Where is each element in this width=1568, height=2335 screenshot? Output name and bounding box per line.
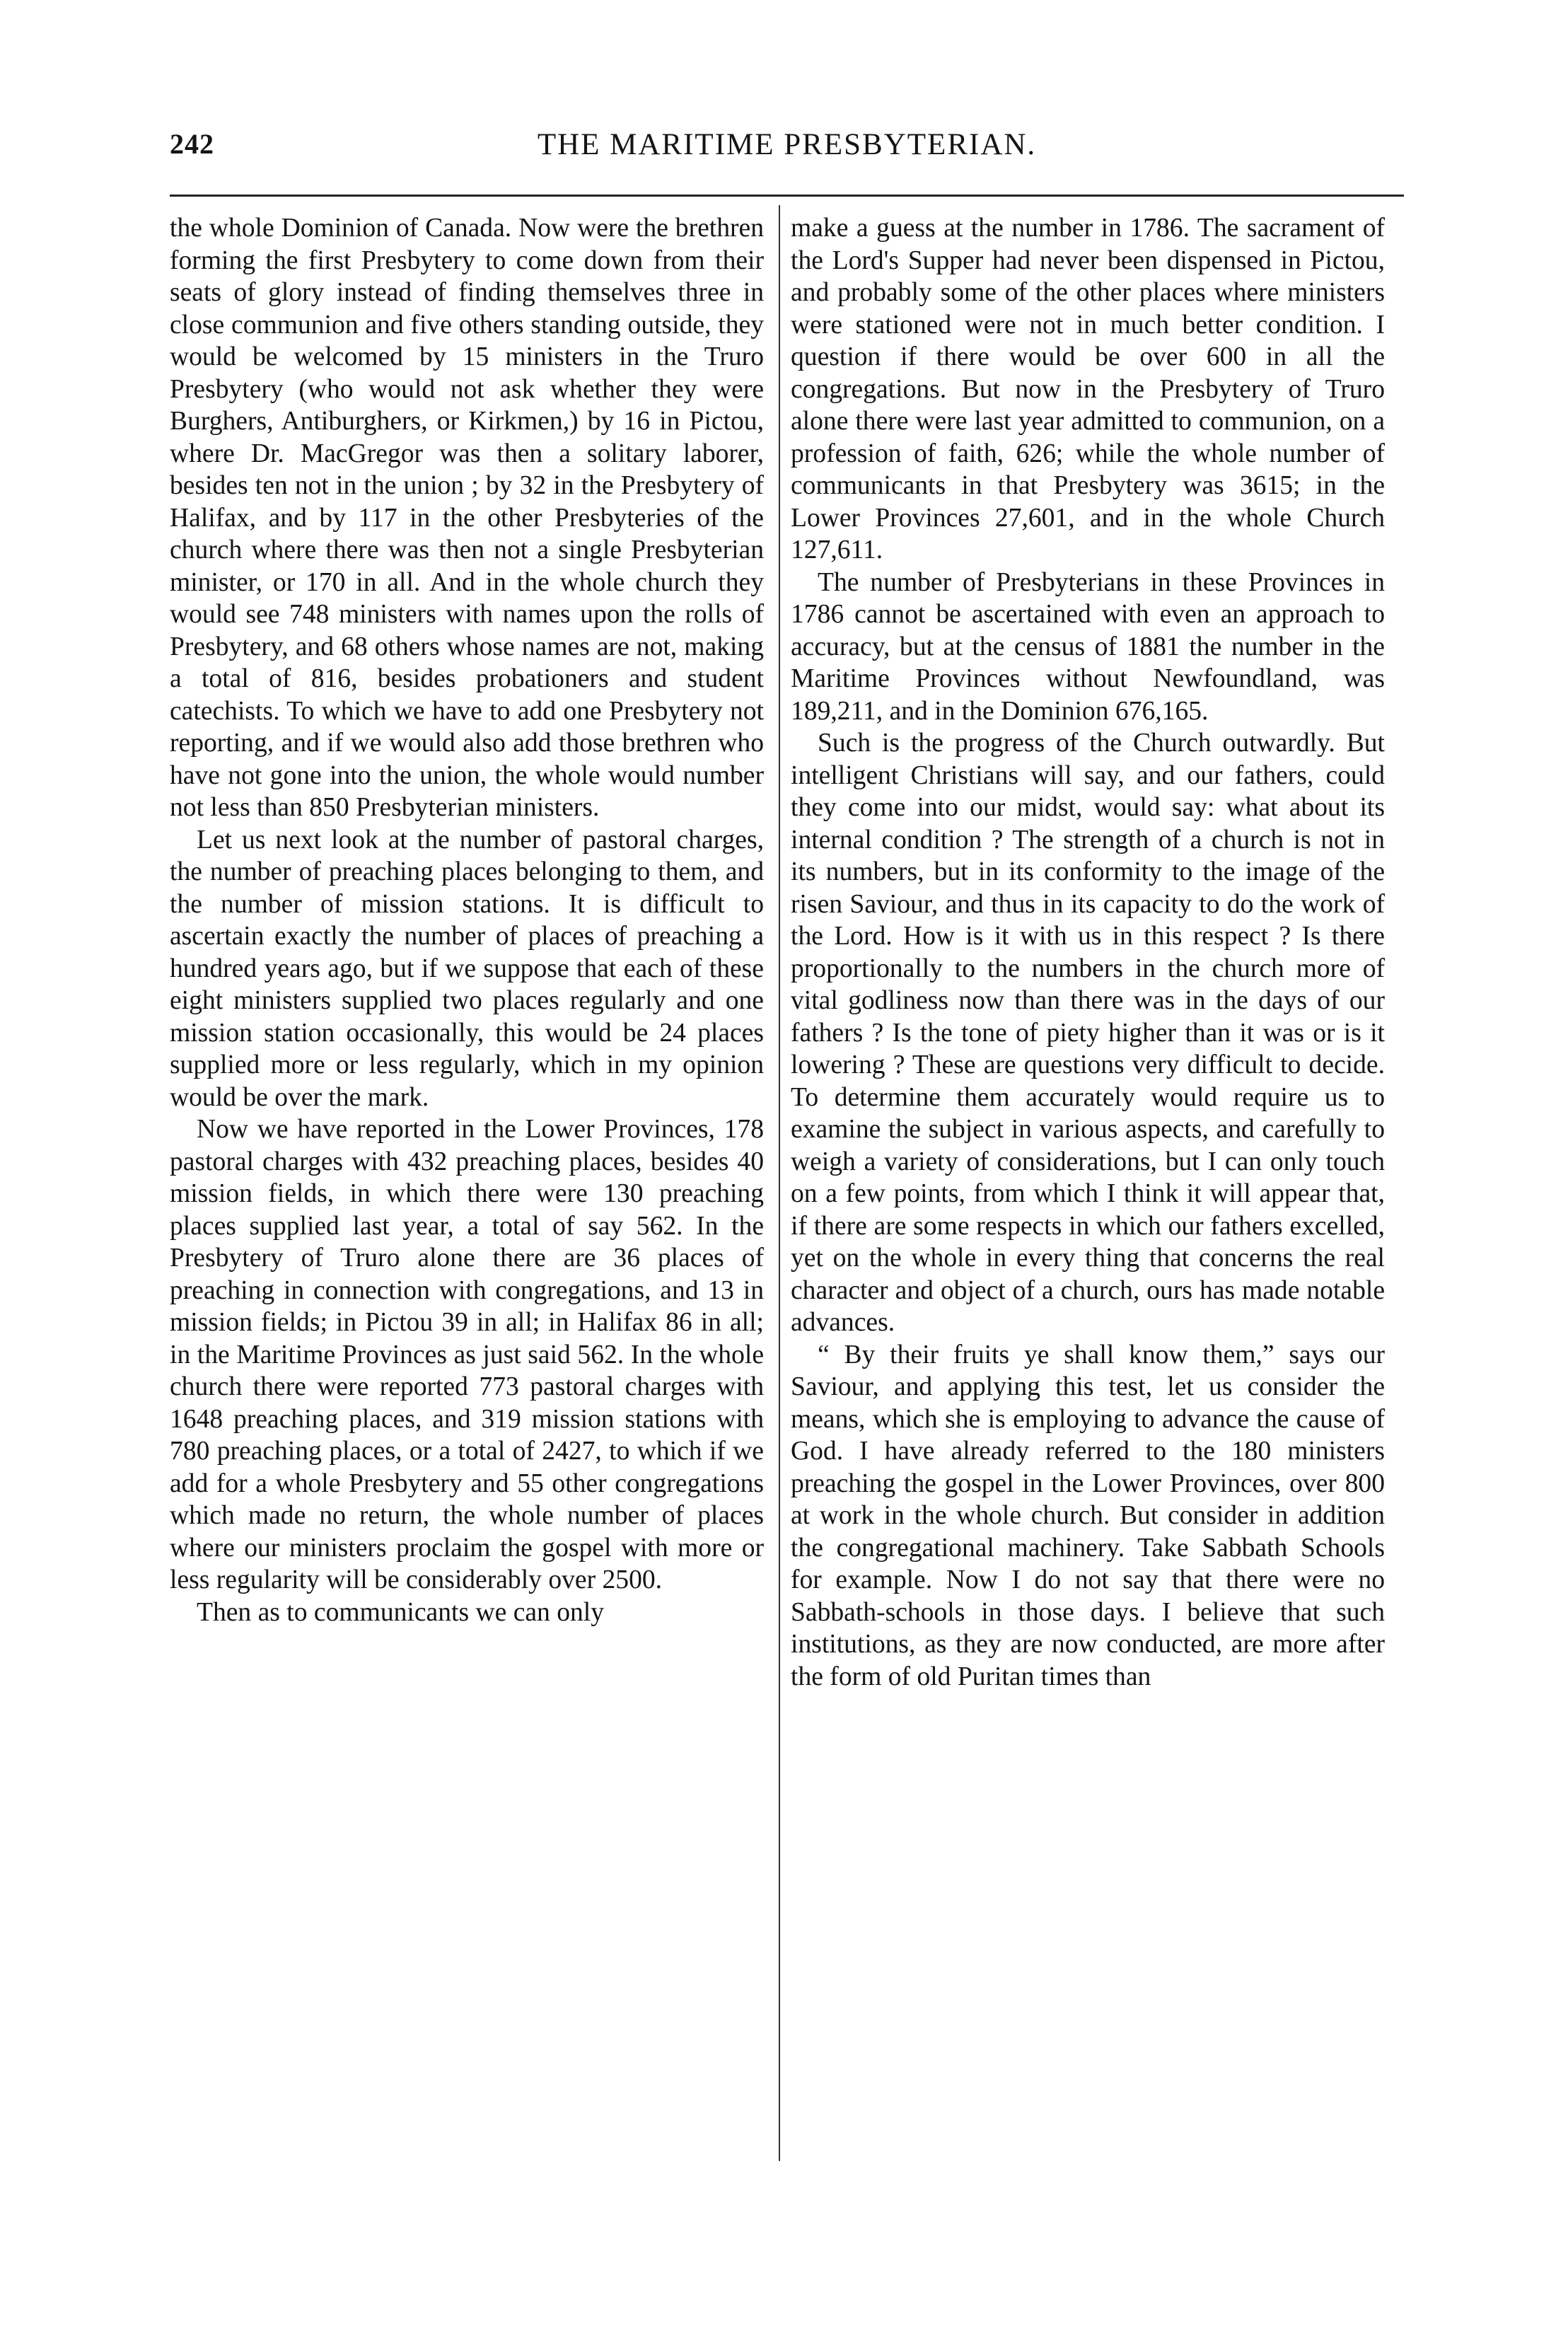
page-header [170, 127, 1404, 177]
paragraph: make a guess at the number in 1786. The sacrament of the Lord's Supper had never been dispensed in Pictou, and probably some of the other places where ministers were stationed were not in much better condition. I question if there would be over 600 in all the congregations. But now in the Presbytery of Truro alone there were last year admitted to communion, on a profession of faith, 626; while the whole number of communicants in that Presbytery was 3615; in the Lower Provinces 27,601, and in the whole Church 127,611. [791, 214, 1385, 564]
header-rule [170, 195, 1404, 197]
right-column [791, 212, 1385, 1693]
paragraph: “ By their fruits ye shall know them,” says our Saviour, and applying this test, let us consider the means, which she is employing to advance the cause of God. I have already referred to the 180 ministers preaching the gospel in the Lower Provinces, over 800 at work in the whole church. But consider in addition the congregational machinery. Take Sabbath Schools for example. Now I do not say that there were no Sabbath-schools in those days. I believe that such institutions, as they are now conducted, are more after the form of old Puritan times than [791, 1340, 1385, 1691]
left-column [170, 212, 764, 1628]
page-number: 242 [170, 128, 214, 160]
paragraph: Then as to communicants we can only [197, 1597, 605, 1627]
paragraph: The number of Presbyterians in these Provinces in 1786 cannot be ascertained with even an approach to accuracy, but at the census of 1881 the number in the Maritime Provinces without Newfoundland, was 189,211, and in the Dominion 676,165. [791, 567, 1385, 726]
paragraph: Now we have reported in the Lower Provinces, 178 pastoral charges with 432 preaching places, besides 40 mission fields, in which there were 130 preaching places supplied last year, a total of say 562. In the Presbytery of Truro alone there are 36 places of preaching in connection with congregations, and 13 in mission fields; in Pictou 39 in all; in Halifax 86 in all; in the Maritime Provinces as just said 562. In the whole church there were reported 773 pastoral charges with 1648 preaching places, and 319 mission stations with 780 preaching places, or a total of 2427, to which if we add for a whole Presbytery and 55 other congregations which made no return, the whole number of places where our ministers proclaim the gospel with more or less regularity will be considerably over 2500. [170, 1115, 764, 1594]
column-divider [779, 205, 780, 2161]
paragraph: the whole Dominion of Canada. Now were the brethren forming the first Presbytery to come down from their seats of glory instead of finding themselves three in close communion and five others standing outside, they would be welcomed by 15 ministers in the Truro Presbytery (who would not ask whether they were Burghers, Antiburghers, or Kirkmen,) by 16 in Pictou, where Dr. MacGregor was then a solitary laborer, besides ten not in the union ; by 32 in the Presbytery of Halifax, and by 117 in the other Presbyteries of the church where there was then not a single Presbyterian minister, or 170 in all. And in the whole church they would see 748 ministers with names upon the rolls of Presbytery, and 68 others whose names are not, making a total of 816, besides probationers and student catechists. To which we have to add one Presbytery not reporting, and if we would also add those brethren who have not gone into the union, the whole would number not less than 850 Presbyterian ministers. [170, 214, 764, 822]
running-title: THE MARITIME PRESBYTERIAN. [537, 128, 1037, 161]
paragraph: Let us next look at the number of pastoral charges, the number of preaching places belonging to them, and the number of mission stations. It is difficult to ascertain exactly the number of places of preaching a hundred years ago, but if we suppose that each of these eight ministers supplied two places regularly and one mission station occasionally, this would be 24 places supplied more or less regularly, which in my opinion would be over the mark. [170, 825, 764, 1112]
paragraph: Such is the progress of the Church outwardly. But intelligent Christians will say, and our fathers, could they come into our midst, would say: what about its internal condition ? The strength of a church is not in its numbers, but in its conformity to the image of the risen Saviour, and thus in its capacity to do the work of the Lord. How is it with us in this respect ? Is there proportionally to the numbers in the church more of vital godliness now than there was in the days of our fathers ? Is the tone of piety higher than it was or is it lowering ? These are questions very difficult to decide. To determine them accurately would require us to examine the subject in various aspects, and carefully to weigh a variety of considerations, but I can only touch on a few points, from which I think it will appear that, if there are some respects in which our fathers excelled, yet on the whole in every thing that concerns the real character and object of a church, ours has made notable advances. [791, 729, 1385, 1337]
